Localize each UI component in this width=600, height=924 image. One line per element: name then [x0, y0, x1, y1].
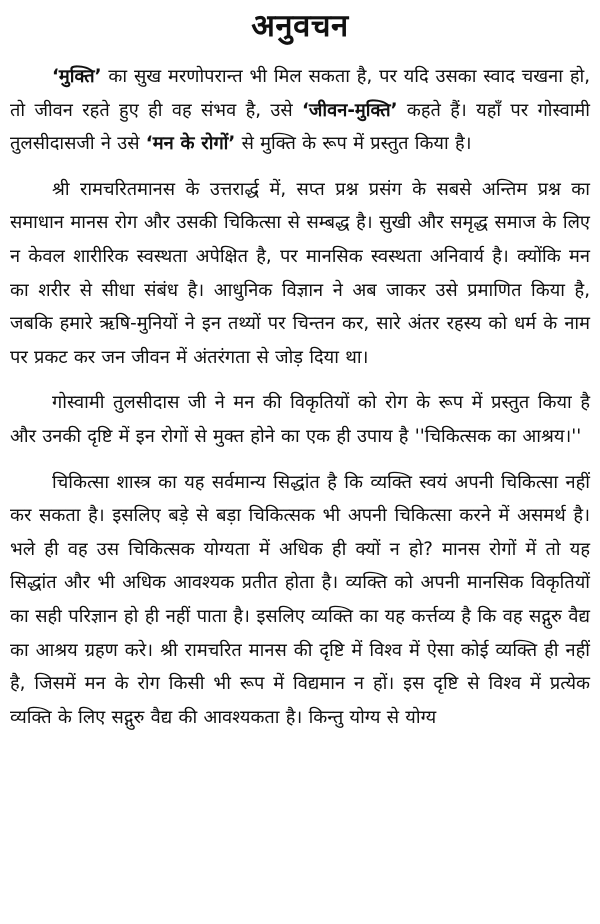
bold-term-jeevan-mukti: ‘जीवन-मुक्ति’ — [302, 99, 398, 121]
paragraph-1 — [10, 60, 590, 161]
paragraph-2 — [10, 173, 590, 375]
paragraph-text: गोस्वामी तुलसीदास जी ने मन की विकृतियों को रोग के रूप में प्रस्तुत किया है और उनकी दृष्टि में इन रोगों से मुक्त होने का एक ही उपाय है ''चिकित्सक का आश्रय।'' — [10, 392, 590, 447]
paragraph-text: कहते हैं। यहाँ पर गोस्वामी तुलसीदासजी ने उसे — [10, 99, 590, 155]
paragraph-3 — [10, 386, 590, 453]
bold-term-mukti: ‘मुक्ति’ — [52, 66, 102, 87]
paragraph-text: का सुख मरणोपरान्त भी मिल सकता है, पर यदि उसका स्वाद चखना हो, तो जीवन रहते हुए ही वह संभव है, उसे — [10, 66, 590, 121]
paragraph-4 — [10, 466, 590, 735]
paragraph-text: श्री रामचरितमानस के उत्तरार्द्ध में, सप्त प्रश्न प्रसंग के सबसे अन्तिम प्रश्न का समाधान मानस रोग और उसकी चिकित्सा से सम्बद्ध है। सुखी और समृद्ध समाज के लिए न केवल शारीरिक स्वस्थता अपेक्षित है, पर मानसिक स्वस्थता अनिवार्य है। क्योंकि मन का शरीर से सीधा संबंध है। आधुनिक विज्ञान ने अब जाकर उसे प्रमाणित किया है, जबकि हमारे ऋषि-मुनियों ने इन तथ्यों पर चिन्तन कर, सारे अंतर रहस्य को धर्म के नाम पर प्रकट कर जन जीवन में अंतरंगता से जोड़ दिया था। — [10, 178, 590, 368]
paragraph-text: चिकित्सा शास्त्र का यह सर्वमान्य सिद्धांत है कि व्यक्ति स्वयं अपनी चिकित्सा नहीं कर सकता है। इसलिए बड़े से बड़ा चिकित्सक भी अपनी चिकित्सा करने में असमर्थ है। भले ही वह उस चिकित्सक योग्यता में अधिक ही क्यों न हो? मानस रोगों में तो यह सिद्धांत और भी अधिक आवश्यक प्रतीत होता है। व्यक्ति को अपनी मानसिक विकृतियों का सही परिज्ञान हो ही नहीं पाता है। इसलिए व्यक्ति का यह कर्त्तव्य है कि वह सद्गुरु वैद्य का आश्रय ग्रहण करे। श्री रामचरित मानस की दृष्टि में विश्व में ऐसा कोई व्यक्ति ही नहीं है, जिसमें मन के रोग किसी भी रूप में विद्यमान न हों। इस दृष्टि से विश्व में प्रत्येक व्यक्ति के लिए सद्गुरु वैद्य की आवश्यकता है। किन्तु योग्य से योग्य — [10, 471, 590, 728]
bold-term-man-ke-rog: ‘मन के रोगों’ — [145, 133, 236, 155]
page-title: अनुवचन — [251, 8, 349, 44]
paragraph-text: से मुक्ति के रूप में प्रस्तुत किया है। — [235, 133, 472, 155]
